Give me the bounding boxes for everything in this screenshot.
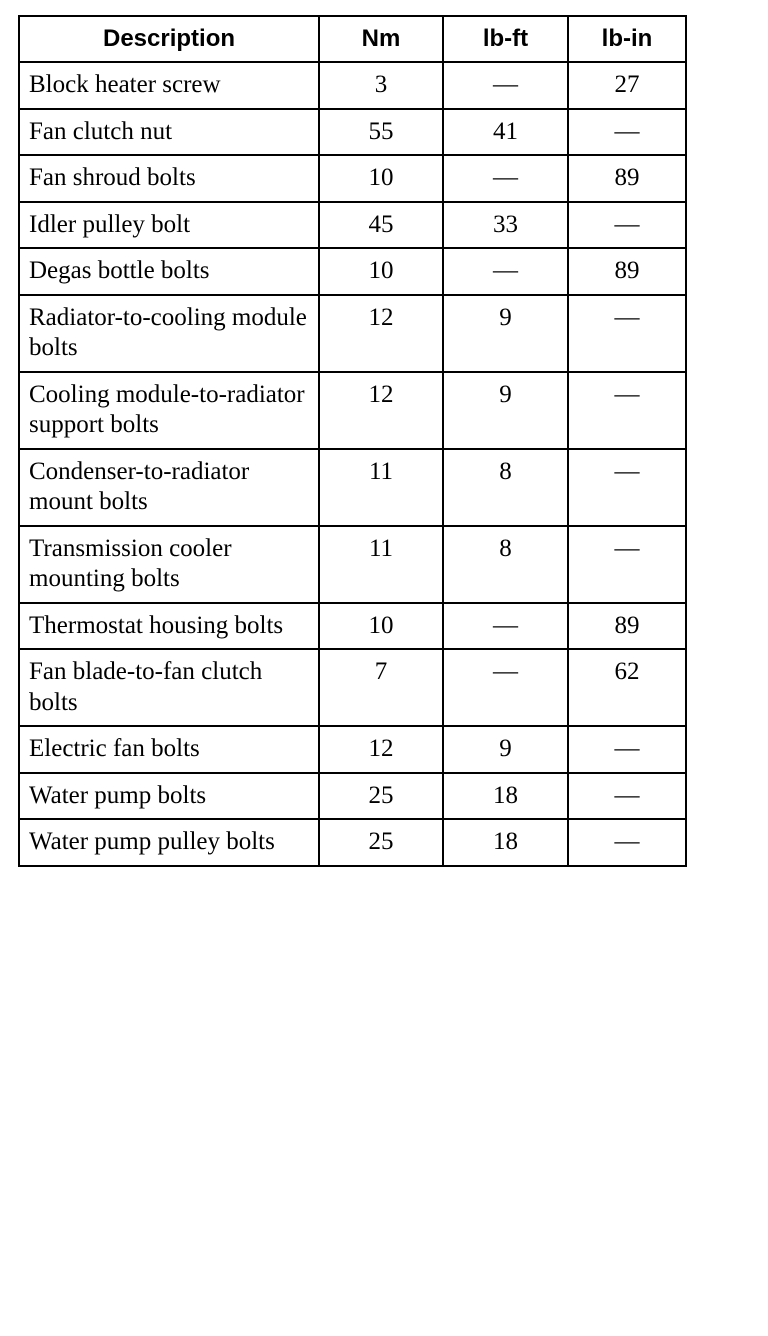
torque-spec-table — [18, 15, 687, 867]
cell-nm: 7 — [319, 649, 443, 726]
cell-lb-in: 89 — [568, 155, 686, 202]
cell-lb-ft: 8 — [443, 449, 568, 526]
cell-lb-ft: — — [443, 62, 568, 109]
cell-lb-ft: 9 — [443, 726, 568, 773]
cell-lb-in: 89 — [568, 603, 686, 650]
table-row — [19, 603, 686, 650]
cell-description: Transmission cooler mounting bolts — [19, 526, 319, 603]
header-lb-ft: lb-ft — [443, 16, 568, 62]
cell-nm: 12 — [319, 372, 443, 449]
cell-nm: 12 — [319, 726, 443, 773]
cell-lb-ft: — — [443, 155, 568, 202]
table-row — [19, 649, 686, 726]
cell-nm: 12 — [319, 295, 443, 372]
cell-lb-ft: — — [443, 248, 568, 295]
table-row — [19, 773, 686, 820]
cell-lb-in: 27 — [568, 62, 686, 109]
cell-lb-ft: 9 — [443, 372, 568, 449]
cell-lb-ft: 18 — [443, 773, 568, 820]
cell-lb-ft: 41 — [443, 109, 568, 156]
cell-lb-in: — — [568, 202, 686, 249]
cell-lb-in: — — [568, 295, 686, 372]
cell-lb-ft: — — [443, 603, 568, 650]
cell-nm: 11 — [319, 526, 443, 603]
cell-description: Idler pulley bolt — [19, 202, 319, 249]
cell-description: Electric fan bolts — [19, 726, 319, 773]
cell-lb-ft: 33 — [443, 202, 568, 249]
cell-description: Radiator-to-cooling module bolts — [19, 295, 319, 372]
table-row — [19, 819, 686, 866]
cell-lb-ft: 8 — [443, 526, 568, 603]
cell-lb-in: — — [568, 819, 686, 866]
table-row — [19, 248, 686, 295]
cell-description: Block heater screw — [19, 62, 319, 109]
table-row — [19, 726, 686, 773]
table-row — [19, 295, 686, 372]
cell-nm: 25 — [319, 773, 443, 820]
cell-nm: 3 — [319, 62, 443, 109]
header-lb-in: lb-in — [568, 16, 686, 62]
header-nm: Nm — [319, 16, 443, 62]
cell-lb-in: — — [568, 372, 686, 449]
cell-lb-in: — — [568, 449, 686, 526]
header-description: Description — [19, 16, 319, 62]
cell-lb-in: — — [568, 526, 686, 603]
table-row — [19, 62, 686, 109]
table-row — [19, 155, 686, 202]
cell-lb-ft: 18 — [443, 819, 568, 866]
cell-description: Condenser-to-radiator mount bolts — [19, 449, 319, 526]
cell-nm: 45 — [319, 202, 443, 249]
table-row — [19, 526, 686, 603]
cell-nm: 10 — [319, 248, 443, 295]
cell-description: Fan clutch nut — [19, 109, 319, 156]
cell-description: Fan blade-to-fan clutch bolts — [19, 649, 319, 726]
table-row — [19, 449, 686, 526]
cell-nm: 55 — [319, 109, 443, 156]
cell-nm: 10 — [319, 155, 443, 202]
table-row — [19, 109, 686, 156]
cell-description: Water pump bolts — [19, 773, 319, 820]
cell-description: Cooling module-to-radiator support bolts — [19, 372, 319, 449]
cell-description: Degas bottle bolts — [19, 248, 319, 295]
cell-lb-ft: 9 — [443, 295, 568, 372]
cell-lb-in: 89 — [568, 248, 686, 295]
cell-lb-in: — — [568, 726, 686, 773]
cell-nm: 25 — [319, 819, 443, 866]
cell-lb-in: 62 — [568, 649, 686, 726]
cell-lb-in: — — [568, 773, 686, 820]
table-row — [19, 202, 686, 249]
table-header-row — [19, 16, 686, 62]
table-row — [19, 372, 686, 449]
cell-lb-in: — — [568, 109, 686, 156]
cell-lb-ft: — — [443, 649, 568, 726]
cell-description: Thermostat housing bolts — [19, 603, 319, 650]
cell-description: Fan shroud bolts — [19, 155, 319, 202]
cell-nm: 10 — [319, 603, 443, 650]
cell-description: Water pump pulley bolts — [19, 819, 319, 866]
cell-nm: 11 — [319, 449, 443, 526]
